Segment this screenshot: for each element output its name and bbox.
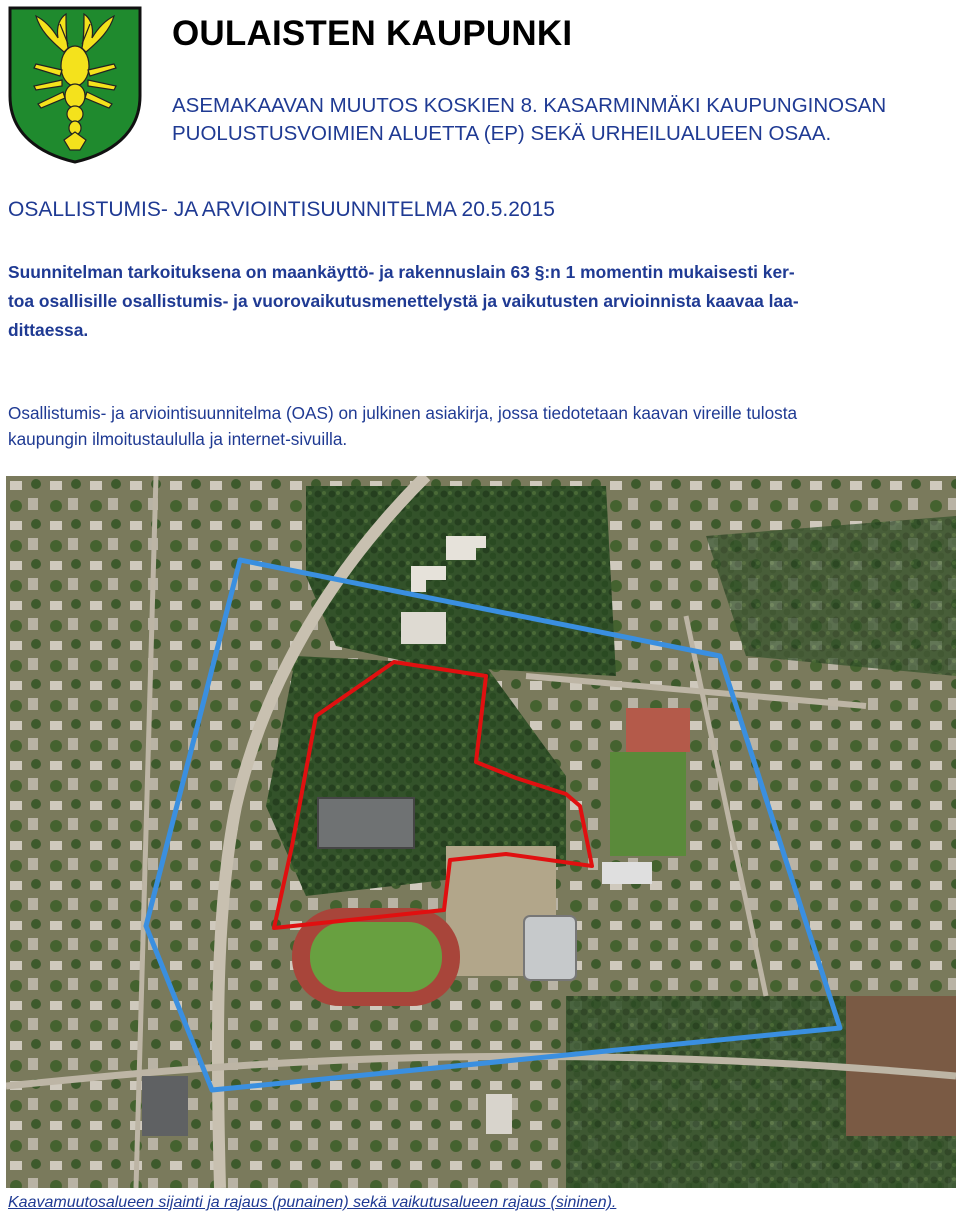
building (142, 1076, 188, 1136)
building (486, 1094, 512, 1134)
map-caption: Kaavamuutosalueen sijainti ja rajaus (punainen) sekä vaikutusalueen rajaus (sininen). (8, 1194, 617, 1211)
sports-court (626, 708, 690, 752)
organization-name: OULAISTEN KAUPUNKI (172, 14, 573, 53)
building (401, 612, 446, 644)
plan-subject (172, 92, 952, 148)
purpose-line: Suunnitelman tarkoituksena on maankäyttö- ja rakennuslain 63 §:n 1 momentin mukaisesti ker- (8, 262, 795, 282)
plan-subject-line: PUOLUSTUSVOIMIEN ALUETTA (EP) SEKÄ URHEILUALUEEN OSAA. (172, 122, 832, 145)
oas-info-line: kaupungin ilmoitustaululla ja internet-sivuilla. (8, 429, 348, 449)
sports-field (610, 752, 686, 856)
building (602, 862, 652, 884)
plan-subject-line: ASEMAKAAVAN MUUTOS KOSKIEN 8. KASARMINMÄKI KAUPUNGINOSAN (172, 94, 887, 117)
purpose-line: toa osallisille osallistumis- ja vuorovaikutusmenettelystä ja vaikutusten arvioinnista kaavaa laa- (8, 291, 799, 311)
document-title: OSALLISTUMIS- JA ARVIOINTISUUNNITELMA 20.5.2015 (8, 198, 555, 221)
sports-hall-building (524, 916, 576, 980)
oas-info-line: Osallistumis- ja arviointisuunnitelma (OAS) on julkinen asiakirja, jossa tiedotetaan kaavan vireille tulosta (8, 403, 798, 423)
purpose-line: dittaessa. (8, 320, 89, 340)
stadium-field (310, 922, 442, 992)
coat-of-arms-logo (6, 4, 144, 166)
aerial-map (6, 476, 956, 1188)
ice-hall-building (318, 798, 414, 848)
purpose-paragraph (8, 258, 953, 345)
oas-info-paragraph (8, 400, 953, 452)
